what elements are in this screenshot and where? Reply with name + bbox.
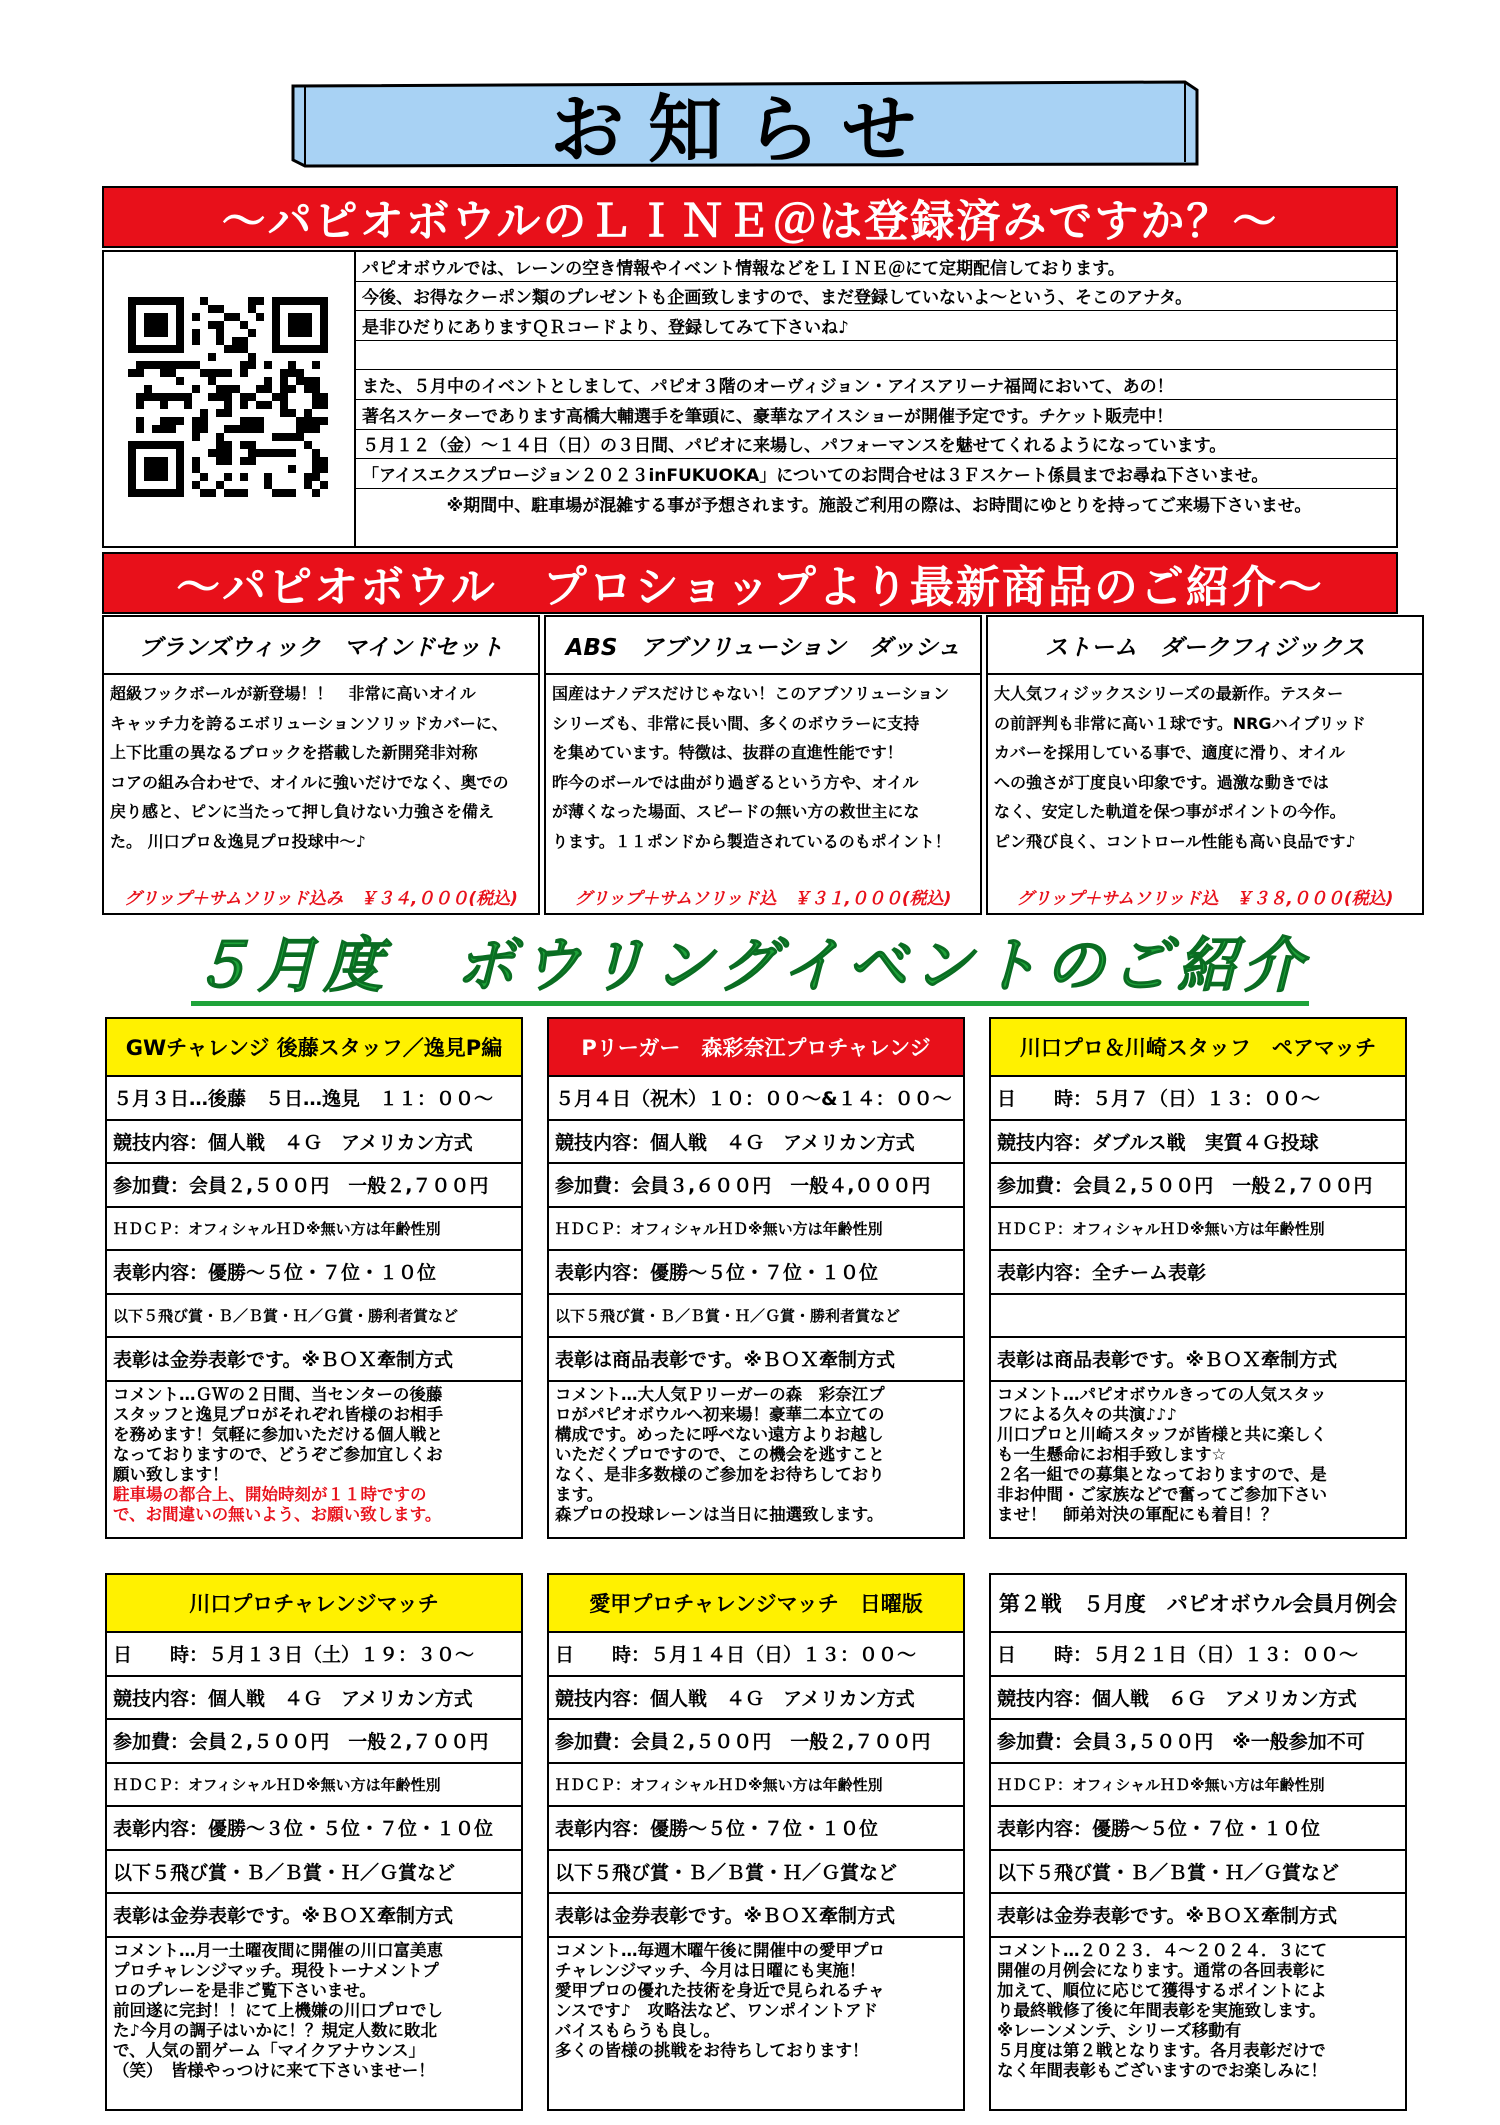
event-row: 競技内容：個人戦 ４Ｇ アメリカン方式 [549, 1677, 963, 1721]
comment-line: ロのプレーを是非ご覧下さいませ。 [113, 1980, 376, 2000]
line-info-row: ※期間中、駐車場が混雑する事が予想されます。施設ご利用の際は、お時間にゆとりを持ってご来場下さいませ。 [446, 496, 1312, 517]
comment-line: 川口プロと川崎スタッフが皆様と共に楽しく [997, 1424, 1327, 1444]
event-row: ＨＤＣＰ：オフィシャルＨＤ※無い方は年齢性別 [107, 1208, 521, 1252]
event-card [547, 1573, 965, 2111]
description-line: が薄くなった場面、スピードの無い方の救世主にな [552, 802, 920, 821]
comment-line: フによる久々の共演♪♪♪ [997, 1404, 1178, 1424]
event-row: 表彰内容：優勝～５位・７位・１０位 [549, 1807, 963, 1851]
line-info-row: また、５月中のイベントとしまして、パピオ３階のオーヴィジョン・アイスアリーナ福岡において、あの！ [356, 370, 1396, 400]
event-row: 競技内容：ダブルス戦 実質４Ｇ投球 [991, 1121, 1405, 1165]
event-row [991, 1295, 1405, 1339]
description-line: 国産はナノデスだけじゃない！このアブソリューション [552, 684, 950, 703]
event-row: 以下５飛び賞・Ｂ／Ｂ賞・Ｈ／Ｇ賞・勝利者賞など [107, 1295, 521, 1339]
description-line: シリーズも、非常に長い間、多くのボウラーに支持 [552, 713, 920, 733]
event-note: で、お間違いの無いよう、お願い致します。 [113, 1504, 442, 1524]
event-row: 日 時：５月２１日（日）１３：００～ [991, 1633, 1405, 1677]
event-row: 以下５飛び賞・Ｂ／Ｂ賞・Ｈ／Ｇ賞など [991, 1851, 1405, 1895]
comment-line: （笑） 皆様やっつけに来て下さいませー！ [113, 2060, 435, 2080]
event-row: ＨＤＣＰ：オフィシャルＨＤ※無い方は年齢性別 [991, 1764, 1405, 1808]
event-card [547, 1017, 965, 1539]
comment-line: いただくプロですので、この機会を逃すこと [555, 1444, 885, 1464]
comment-line: ませ！ 師弟対決の軍配にも着目！？ [997, 1504, 1278, 1524]
event-note: 駐車場の都合上、開始時刻が１１時ですの [113, 1484, 427, 1504]
product-name: ブランズウィック マインドセット [104, 617, 538, 675]
event-row: ＨＤＣＰ：オフィシャルＨＤ※無い方は年齢性別 [549, 1208, 963, 1252]
event-row: ＨＤＣＰ：オフィシャルＨＤ※無い方は年齢性別 [549, 1764, 963, 1808]
notice-banner [285, 80, 1205, 173]
comment-line: バイスもらうも良し。 [555, 2020, 720, 2040]
comment-line: で、人気の罰ゲーム「マイクアナウンス」 [113, 2040, 426, 2060]
line-info-row [356, 341, 1396, 371]
product-card [986, 615, 1424, 915]
line-info-rows [354, 252, 1396, 546]
comment-line: ５月度は第２戦となります。各月表彰だけで [997, 2040, 1326, 2060]
comment-line: も一生懸命にお相手致します☆ [997, 1444, 1227, 1464]
line-info-box [102, 250, 1398, 548]
event-row: 参加費：会員３,５００円 ※一般参加不可 [991, 1720, 1405, 1764]
comment-line: 前回遂に完封！！にて上機嫌の川口プロでし [113, 2000, 443, 2020]
product-name: ABS アブソリューション ダッシュ [546, 617, 980, 675]
event-card [105, 1573, 523, 2111]
line-info-row: 今後、お得なクーポン類のプレゼントも企画致しますので、まだ登録していないよ～という、そこのアナタ。 [356, 282, 1396, 312]
line-heading: ～パピオボウルのＬＩＮＥ＠は登録済みですか？～ [102, 186, 1398, 248]
product-card [544, 615, 982, 915]
description-line: カバーを採用している事で、適度に滑り、オイル [994, 743, 1345, 762]
event-row: 表彰は金券表彰です。※ＢＯＸ牽制方式 [107, 1894, 521, 1938]
line-info-row: パピオボウルでは、レーンの空き情報やイベント情報などをＬＩＮＥ＠にて定期配信しております。 [356, 252, 1396, 282]
event-card [989, 1017, 1407, 1539]
product-price: グリップ＋サムソリッド込み ￥３４,０００(税込) [124, 889, 518, 909]
description-line: なく、安定した軌道を保つ事がポイントの今作。 [994, 802, 1346, 821]
event-row: 競技内容：個人戦 ６Ｇ アメリカン方式 [991, 1677, 1405, 1721]
event-card [105, 1017, 523, 1539]
comment-line: 願い致します！ [113, 1464, 229, 1484]
product-price: グリップ＋サムソリッド込 ￥３８,０００(税込) [1016, 889, 1394, 909]
line-info-row: 「アイスエクスプロージョン２０２３inFUKUOKA」についてのお問合せは３Ｆスケート係員までお尋ね下さいませ。 [356, 459, 1396, 489]
event-comment [107, 1938, 521, 2084]
event-row: 以下５飛び賞・Ｂ／Ｂ賞・Ｈ／Ｇ賞など [549, 1851, 963, 1895]
product-name: ストーム ダークフィジックス [988, 617, 1422, 675]
event-row: 競技内容：個人戦 ４Ｇ アメリカン方式 [107, 1677, 521, 1721]
comment-line: コメント…パピオボウルきっての人気スタッ [997, 1384, 1327, 1404]
comment-line: ンスです♪ 攻略法など、ワンポイントアド [555, 2000, 879, 2020]
proshop-heading: ～パピオボウル プロショップより最新商品のご紹介～ [102, 552, 1398, 614]
event-comment [107, 1382, 521, 1528]
event-row: 表彰は金券表彰です。※ＢＯＸ牽制方式 [991, 1894, 1405, 1938]
comment-line: チャレンジマッチ、今月は日曜にも実施！ [555, 1960, 866, 1980]
event-row: 以下５飛び賞・Ｂ／Ｂ賞・Ｈ／Ｇ賞など [107, 1851, 521, 1895]
event-comment [549, 1382, 963, 1528]
comment-line: り最終戦修了後に年間表彰を実施致します。 [997, 2000, 1326, 2020]
description-line: を集めています。特徴は、抜群の直進性能です！ [552, 743, 903, 762]
event-title: 川口プロ＆川崎スタッフ ペアマッチ [991, 1019, 1405, 1077]
description-line: への強さが丁度良い印象です。過激な動きでは [994, 772, 1329, 792]
product-description [104, 675, 538, 856]
comment-line: コメント…大人気Ｐリーガーの森 彩奈江プ [555, 1384, 885, 1404]
heading-underline [191, 1001, 1309, 1006]
event-row: 表彰内容：優勝～３位・５位・７位・１０位 [107, 1807, 521, 1851]
line-info-row: ５月１２（金）～１４日（日）の３日間、パピオに来場し、パフォーマンスを魅せてくれるようになっています。 [356, 430, 1396, 460]
description-line: 上下比重の異なるブロックを搭載した新開発非対称 [110, 743, 478, 762]
description-line: キャッチ力を誇るエボリューションソリッドカバーに、 [110, 713, 508, 733]
event-row: 表彰は商品表彰です。※ＢＯＸ牽制方式 [991, 1338, 1405, 1382]
comment-line: 多くの皆様の挑戦をお待ちしております！ [555, 2040, 869, 2060]
comment-line: プロチャレンジマッチ。現役トーナメントプ [113, 1960, 439, 1980]
events-heading: ５月度 ボウリングイベントのご紹介 [0, 918, 1500, 1002]
comment-line: なく、是非多数様のご参加をお待ちしており [555, 1464, 885, 1484]
product-description [546, 675, 980, 856]
event-row: 日 時：５月１３日（土）１９：３０～ [107, 1633, 521, 1677]
comment-line: ２名一組での募集となっておりますので、是 [997, 1464, 1327, 1484]
event-title: 第２戦 ５月度 パピオボウル会員月例会 [991, 1575, 1405, 1633]
event-row: ５月３日…後藤 ５日…逸見 １１：００～ [107, 1077, 521, 1121]
comment-line: 開催の月例会になります。通常の各回表彰に [997, 1960, 1326, 1980]
event-row: 参加費：会員２,５００円 一般２,７００円 [991, 1164, 1405, 1208]
event-row: 競技内容：個人戦 ４Ｇ アメリカン方式 [549, 1121, 963, 1165]
description-line: 昨今のボールでは曲がり過ぎるという方や、オイル [552, 772, 919, 792]
event-row: ５月４日（祝木）１０：００～&１４：００～ [549, 1077, 963, 1121]
description-line: た。 川口プロ＆逸見プロ投球中～♪ [110, 831, 366, 851]
event-row: 表彰は金券表彰です。※ＢＯＸ牽制方式 [107, 1338, 521, 1382]
event-row: 参加費：会員２,５００円 一般２,７００円 [549, 1720, 963, 1764]
comment-line: 森プロの投球レーンは当日に抽選致します。 [555, 1504, 884, 1524]
comment-line: を務めます！気軽に参加いただける個人戦と [113, 1424, 443, 1444]
description-line: ります。１１ポンドから製造されているのもポイント！ [552, 831, 951, 851]
event-title: 愛甲プロチャレンジマッチ 日曜版 [549, 1575, 963, 1633]
comment-line: 愛甲プロの優れた技術を身近で見られるチャ [555, 1980, 885, 2000]
event-title: GWチャレンジ 後藤スタッフ／逸見P編 [107, 1019, 521, 1077]
line-info-row: 著名スケーターであります高橋大輔選手を筆頭に、豪華なアイスショーが開催予定です。チケット販売中！ [356, 400, 1396, 430]
event-row: 表彰は金券表彰です。※ＢＯＸ牽制方式 [549, 1894, 963, 1938]
comment-line: ※レーンメンテ、シリーズ移動有 [997, 2020, 1242, 2040]
comment-line: 加えて、順位に応じて獲得するポイントによ [997, 1980, 1327, 2000]
comment-line: 構成です。めったに呼べない遠方よりお越し [555, 1424, 884, 1444]
product-price: グリップ＋サムソリッド込 ￥３１,０００(税込) [574, 889, 952, 909]
event-row: ＨＤＣＰ：オフィシャルＨＤ※無い方は年齢性別 [991, 1208, 1405, 1252]
event-row: 表彰内容：優勝～５位・７位・１０位 [107, 1251, 521, 1295]
event-row: 表彰内容：全チーム表彰 [991, 1251, 1405, 1295]
comment-line: 非お仲間・ご家族などで奮ってご参加下さい [997, 1484, 1327, 1504]
event-row: 日 時：５月７（日）１３：００～ [991, 1077, 1405, 1121]
event-row: 表彰内容：優勝～５位・７位・１０位 [549, 1251, 963, 1295]
comment-line: コメント…月一土曜夜間に開催の川口富美恵 [113, 1940, 443, 1960]
comment-line: なく年間表彰もございますのでお楽しみに！ [997, 2060, 1327, 2080]
line-info-row: 是非ひだりにありますＱＲコードより、登録してみて下さいね♪ [356, 311, 1396, 341]
event-row: 日 時：５月１４日（日）１３：００～ [549, 1633, 963, 1677]
event-card [989, 1573, 1407, 2111]
event-title: 川口プロチャレンジマッチ [107, 1575, 521, 1633]
comment-line: コメント…２０２３．４～２０２４．３にて [997, 1940, 1327, 1960]
description-line: 戻り感と、ピンに当たって押し負けない力強さを備え [110, 802, 495, 821]
description-line: の前評判も非常に高い１球です。NRGハイブリッド [994, 713, 1366, 733]
comment-line: ロがパピオボウルへ初来場！豪華二本立ての [555, 1404, 885, 1424]
event-comment [549, 1938, 963, 2064]
comment-line: ます。 [555, 1484, 604, 1504]
event-row: 参加費：会員２,５００円 一般２,７００円 [107, 1164, 521, 1208]
qr-code-icon[interactable] [128, 297, 328, 497]
event-row: 以下５飛び賞・Ｂ／Ｂ賞・Ｈ／Ｇ賞・勝利者賞など [549, 1295, 963, 1339]
product-card [102, 615, 540, 915]
event-comment [991, 1382, 1405, 1528]
event-comment [991, 1938, 1405, 2084]
page-title: お知らせ [550, 87, 940, 173]
event-row: ＨＤＣＰ：オフィシャルＨＤ※無い方は年齢性別 [107, 1764, 521, 1808]
comment-line: コメント…毎週木曜午後に開催中の愛甲プロ [555, 1940, 885, 1960]
comment-line: スタッフと逸見プロがそれぞれ皆様のお相手 [113, 1404, 443, 1424]
event-row: 参加費：会員３,６００円 一般４,０００円 [549, 1164, 963, 1208]
description-line: 超級フックボールが新登場！！ 非常に高いオイル [110, 684, 476, 703]
description-line: 大人気フィジックスシリーズの最新作。テスター [994, 684, 1344, 703]
product-description [988, 675, 1422, 856]
event-title: Pリーガー 森彩奈江プロチャレンジ [549, 1019, 963, 1077]
description-line: ピン飛び良く、コントロール性能も高い良品です♪ [994, 831, 1356, 851]
event-row: 表彰は商品表彰です。※ＢＯＸ牽制方式 [549, 1338, 963, 1382]
event-row: 競技内容：個人戦 ４Ｇ アメリカン方式 [107, 1121, 521, 1165]
event-row: 参加費：会員２,５００円 一般２,７００円 [107, 1720, 521, 1764]
comment-line: た♪今月の調子はいかに！？規定人数に敗北 [113, 2020, 438, 2040]
description-line: コアの組み合わせで、オイルに強いだけでなく、奥での [110, 772, 509, 792]
comment-line: なっておりますので、どうぞご参加宜しくお [113, 1444, 443, 1464]
comment-line: コメント…ＧＷの２日間、当センターの後藤 [113, 1384, 443, 1404]
event-row: 表彰内容：優勝～５位・７位・１０位 [991, 1807, 1405, 1851]
